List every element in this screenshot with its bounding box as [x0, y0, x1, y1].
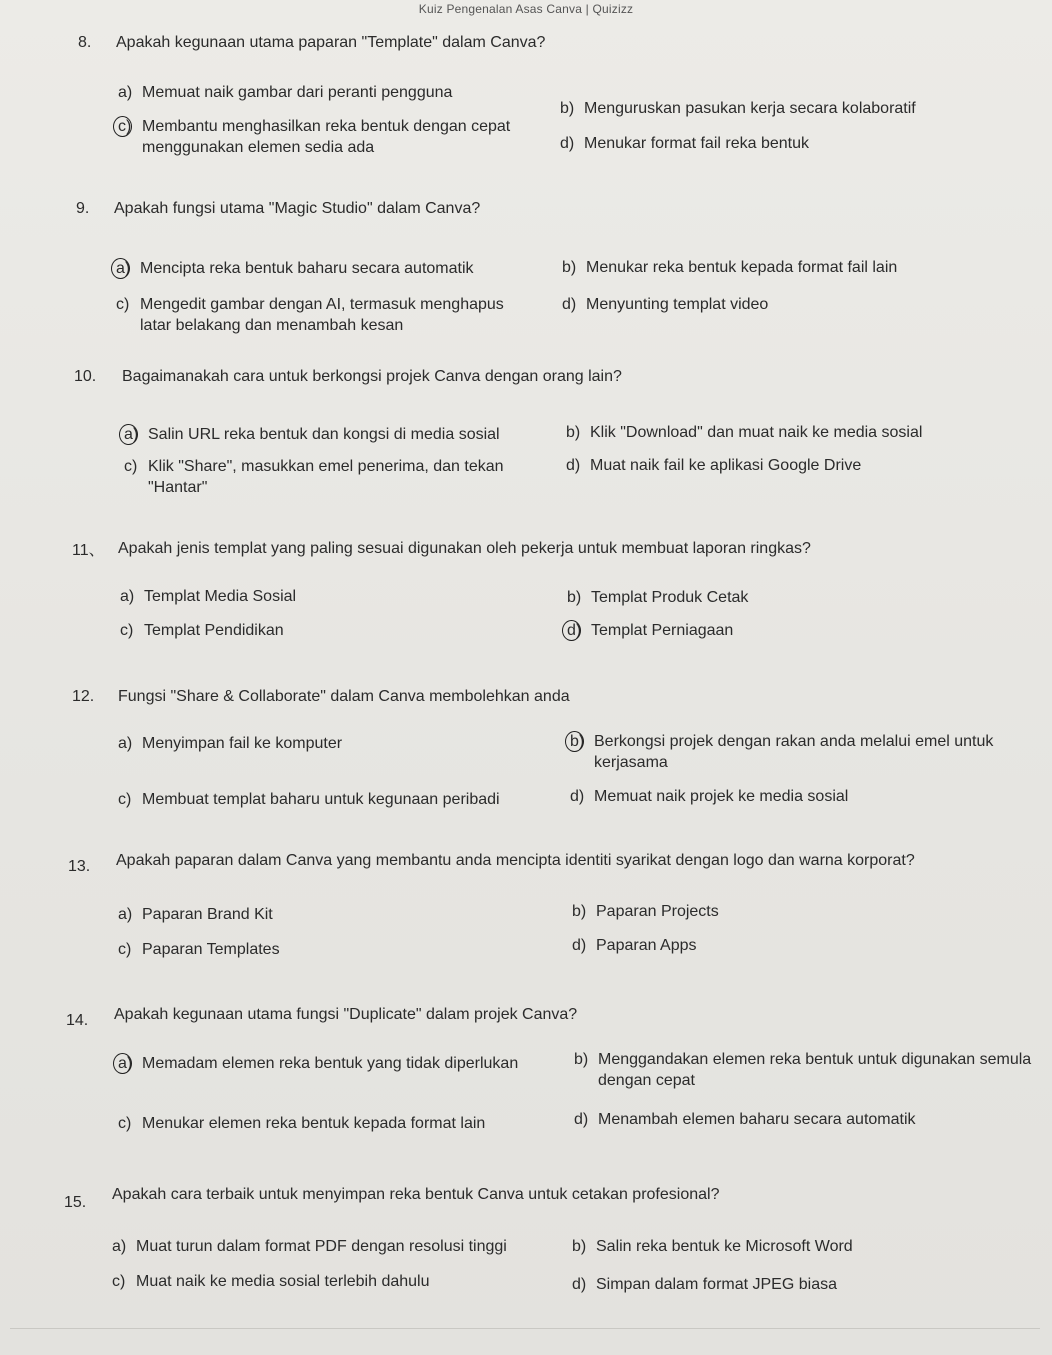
- option-text: Menggandakan elemen reka bentuk untuk digunakan semula dengan cepat: [598, 1051, 1032, 1089]
- question-number: 14.: [66, 1012, 89, 1029]
- option-a[interactable]: [120, 586, 420, 607]
- option-text: Memuat naik projek ke media sosial: [594, 788, 849, 805]
- option-letter: b): [562, 259, 577, 276]
- option-letter: a): [118, 84, 133, 101]
- option-text: Klik "Share", masukkan emel penerima, dan tekan "Hantar": [148, 458, 504, 496]
- option-text: Membuat templat baharu untuk kegunaan peribadi: [142, 791, 500, 808]
- option-letter: d): [572, 937, 587, 954]
- option-letter: d): [560, 135, 575, 152]
- option-text: Paparan Templates: [142, 941, 280, 958]
- option-text: Mengedit gambar dengan AI, termasuk menghapus latar belakang dan menambah kesan: [140, 296, 504, 334]
- option-c[interactable]: [120, 620, 420, 641]
- option-letter: d): [572, 1276, 587, 1293]
- option-a[interactable]: [118, 82, 518, 103]
- option-d[interactable]: [572, 935, 872, 956]
- option-text: Muat turun dalam format PDF dengan resolusi tinggi: [136, 1238, 507, 1255]
- option-letter: c): [118, 1115, 132, 1132]
- option-letter: b): [572, 1238, 587, 1255]
- option-letter: a): [124, 424, 148, 445]
- option-letter: c): [112, 1273, 126, 1290]
- question-text: Apakah cara terbaik untuk menyimpan reka bentuk Canva untuk cetakan profesional?: [112, 1186, 720, 1203]
- option-a[interactable]: [112, 1236, 552, 1257]
- option-letter: d): [574, 1111, 589, 1128]
- option-d[interactable]: [574, 1109, 994, 1130]
- page-bottom-divider: [10, 1328, 1040, 1329]
- option-b[interactable]: [562, 257, 982, 278]
- option-a-marked[interactable]: [124, 424, 534, 445]
- question-text: Apakah jenis templat yang paling sesuai digunakan oleh pekerja untuk membuat laporan ringkas?: [118, 540, 811, 557]
- option-b[interactable]: [560, 98, 1000, 119]
- option-d[interactable]: [572, 1274, 972, 1295]
- option-text: Menukar elemen reka bentuk kepada format lain: [142, 1115, 486, 1132]
- option-c[interactable]: [112, 1271, 512, 1292]
- option-b[interactable]: [567, 587, 867, 608]
- option-text: Muat naik ke media sosial terlebih dahulu: [136, 1273, 430, 1290]
- option-text: Templat Produk Cetak: [591, 589, 749, 606]
- option-d[interactable]: [566, 455, 986, 476]
- option-b[interactable]: [572, 901, 872, 922]
- option-letter: b): [570, 731, 594, 752]
- option-text: Paparan Projects: [596, 903, 719, 920]
- option-text: Templat Media Sosial: [144, 588, 297, 605]
- option-letter: a): [120, 588, 135, 605]
- option-a[interactable]: [118, 904, 418, 925]
- question-number: 15.: [64, 1194, 87, 1211]
- option-c[interactable]: [118, 1113, 538, 1134]
- option-d[interactable]: [570, 786, 900, 807]
- question-number: 9.: [76, 200, 90, 217]
- option-text: Memuat naik gambar dari peranti pengguna: [142, 84, 453, 101]
- option-letter: d): [570, 788, 585, 805]
- option-letter: a): [112, 1238, 127, 1255]
- option-text: Menambah elemen baharu secara automatik: [598, 1111, 916, 1128]
- option-b[interactable]: [572, 1236, 972, 1257]
- option-b[interactable]: [566, 422, 986, 443]
- option-text: Templat Perniagaan: [591, 622, 734, 639]
- option-text: Salin URL reka bentuk dan kongsi di media sosial: [148, 426, 500, 443]
- option-c[interactable]: [118, 789, 538, 810]
- option-letter: b): [567, 589, 582, 606]
- option-text: Menyunting templat video: [586, 296, 769, 313]
- option-c[interactable]: [124, 456, 544, 498]
- option-text: Mencipta reka bentuk baharu secara automatik: [140, 260, 474, 277]
- option-letter: a): [118, 906, 133, 923]
- option-letter: c): [120, 622, 134, 639]
- option-c-marked[interactable]: [118, 116, 533, 158]
- option-text: Templat Pendidikan: [144, 622, 284, 639]
- question-text: Apakah paparan dalam Canva yang membantu anda mencipta identiti syarikat dengan logo dan warna korporat?: [116, 852, 915, 869]
- question-text: Apakah kegunaan utama fungsi "Duplicate" dalam projek Canva?: [114, 1006, 578, 1023]
- option-text: Berkongsi projek dengan rakan anda melalui emel untuk kerjasama: [594, 733, 994, 771]
- option-c[interactable]: [116, 294, 536, 336]
- option-letter: d): [567, 620, 591, 641]
- option-d[interactable]: [562, 294, 862, 315]
- option-letter: b): [560, 100, 575, 117]
- option-text: Klik "Download" dan muat naik ke media sosial: [590, 424, 923, 441]
- option-letter: c): [118, 116, 142, 137]
- question-number: 8.: [78, 34, 92, 51]
- option-text: Menukar reka bentuk kepada format fail lain: [586, 259, 898, 276]
- question-number: 13.: [68, 858, 91, 875]
- option-letter: b): [572, 903, 587, 920]
- question-text: Bagaimanakah cara untuk berkongsi projek Canva dengan orang lain?: [122, 368, 622, 385]
- question-number: 11、: [72, 542, 105, 559]
- option-text: Paparan Brand Kit: [142, 906, 273, 923]
- question-number: 10.: [74, 368, 97, 385]
- option-letter: d): [562, 296, 577, 313]
- option-text: Menukar format fail reka bentuk: [584, 135, 809, 152]
- question-text: Apakah kegunaan utama paparan "Template" dalam Canva?: [116, 34, 546, 51]
- question-text: Fungsi "Share & Collaborate" dalam Canva membolehkan anda: [118, 688, 570, 705]
- option-letter: b): [574, 1051, 589, 1068]
- option-letter: c): [124, 458, 138, 475]
- option-letter: a): [118, 735, 133, 752]
- option-d[interactable]: [560, 133, 890, 154]
- option-a-marked[interactable]: [116, 258, 536, 279]
- option-b[interactable]: [574, 1049, 1044, 1091]
- option-letter: a): [116, 258, 140, 279]
- question-text: Apakah fungsi utama "Magic Studio" dalam Canva?: [114, 200, 481, 217]
- option-text: Menguruskan pasukan kerja secara kolaboratif: [584, 100, 916, 117]
- page-header: Kuiz Pengenalan Asas Canva | Quizizz: [418, 2, 634, 16]
- option-text: Menyimpan fail ke komputer: [142, 735, 343, 752]
- option-text: Paparan Apps: [596, 937, 697, 954]
- option-c[interactable]: [118, 939, 418, 960]
- option-letter: c): [118, 941, 132, 958]
- option-a-marked[interactable]: [118, 1053, 568, 1074]
- option-text: Simpan dalam format JPEG biasa: [596, 1276, 837, 1293]
- option-a[interactable]: [118, 733, 418, 754]
- option-text: Memadam elemen reka bentuk yang tidak diperlukan: [142, 1055, 519, 1072]
- option-letter: b): [566, 424, 581, 441]
- question-number: 12.: [72, 688, 95, 705]
- option-letter: d): [566, 457, 581, 474]
- option-b-marked[interactable]: [570, 731, 1010, 773]
- option-letter: a): [118, 1053, 142, 1074]
- option-text: Membantu menghasilkan reka bentuk dengan cepat menggunakan elemen sedia ada: [142, 118, 511, 156]
- option-text: Salin reka bentuk ke Microsoft Word: [596, 1238, 853, 1255]
- option-letter: c): [118, 791, 132, 808]
- option-d-marked[interactable]: [567, 620, 867, 641]
- option-text: Muat naik fail ke aplikasi Google Drive: [590, 457, 862, 474]
- option-letter: c): [116, 296, 130, 313]
